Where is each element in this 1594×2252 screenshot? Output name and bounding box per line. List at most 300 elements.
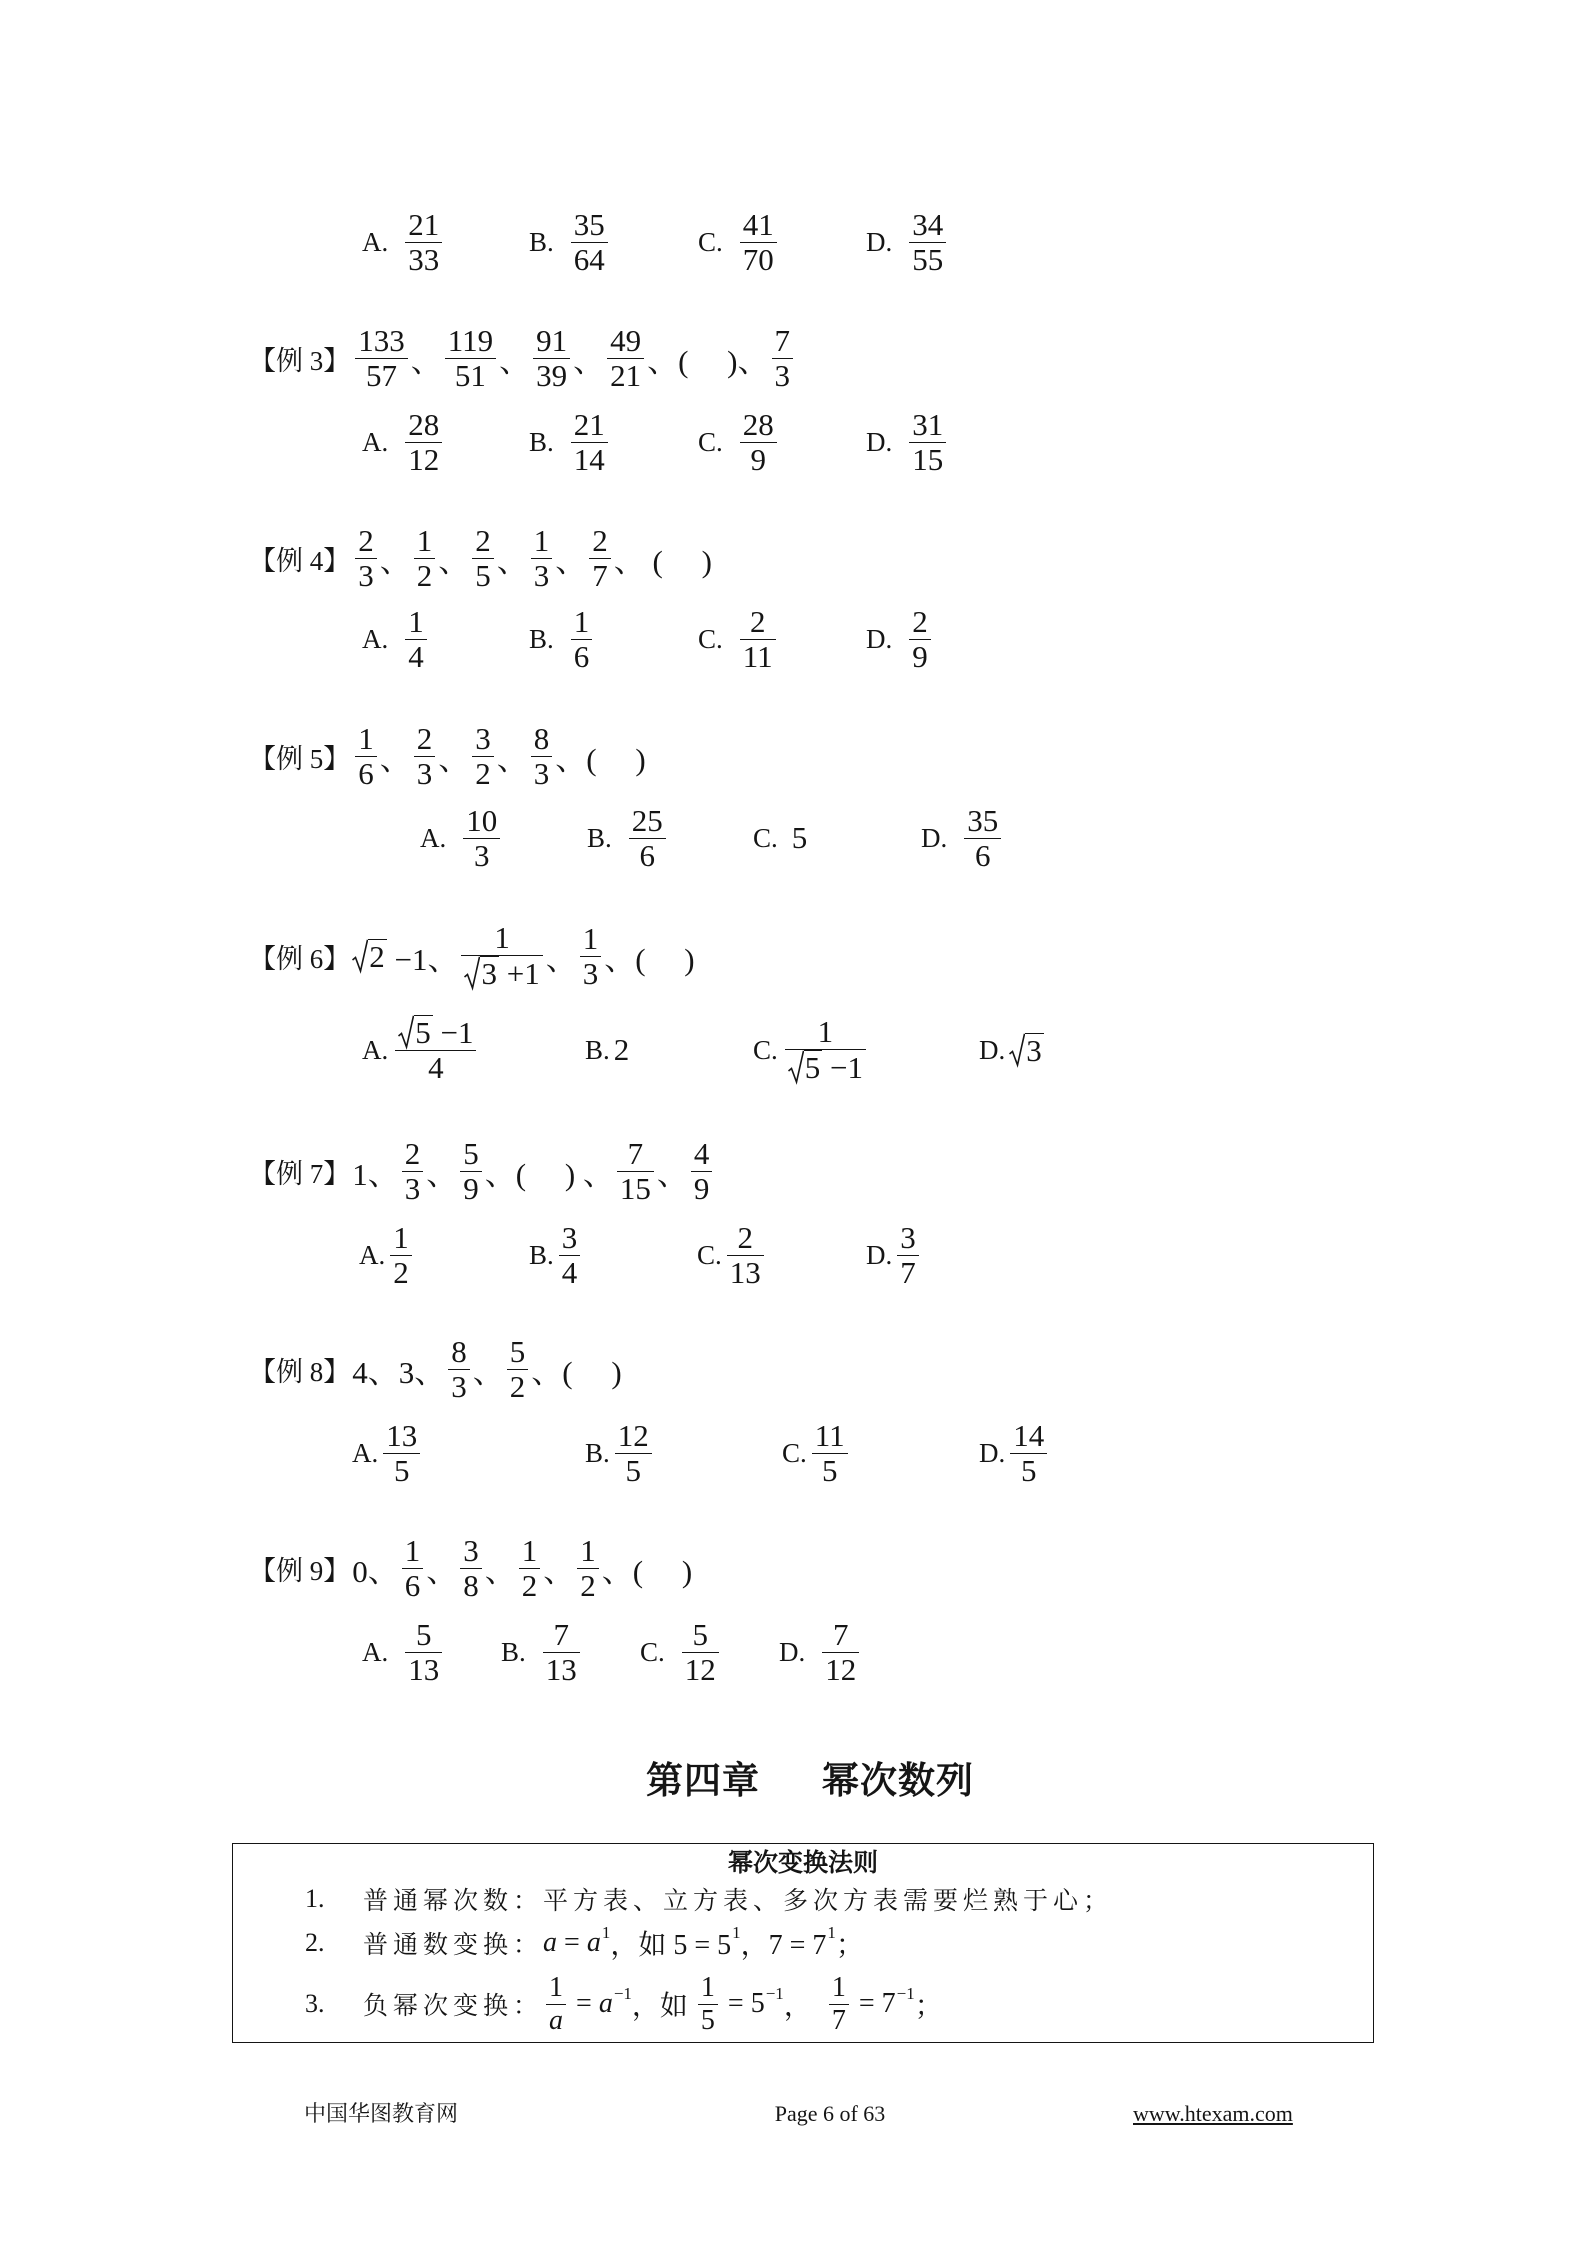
fraction [507, 1335, 529, 1404]
fraction [460, 1137, 482, 1206]
option-value [1009, 1033, 1044, 1068]
numerator: 7 [553, 1616, 570, 1652]
numerator: 2 [475, 522, 491, 558]
square-root [352, 939, 387, 974]
option-c [753, 1000, 869, 1100]
fraction [395, 1015, 476, 1085]
option-value [1007, 1419, 1050, 1488]
numerator: 1 [358, 720, 374, 756]
option-b [529, 1205, 583, 1305]
option-letter: D. [866, 426, 893, 457]
denominator: 12 [684, 1651, 716, 1687]
option-b [587, 788, 669, 888]
fraction [405, 1618, 442, 1687]
fraction [543, 1618, 580, 1687]
option-c [782, 1403, 851, 1503]
example-sequence [352, 1335, 621, 1404]
numerator: 1 [393, 1219, 409, 1255]
numerator: 35 [573, 206, 605, 242]
denominator: 3 [533, 557, 550, 593]
option-b [585, 1000, 629, 1100]
numerator: 7 [627, 1135, 644, 1171]
denominator: 5 [475, 557, 491, 593]
option-letter: A. [362, 426, 389, 457]
numerator: 2 [416, 720, 433, 756]
numerator: 4 [693, 1135, 710, 1171]
fraction [607, 324, 644, 393]
fraction [402, 1534, 424, 1603]
option-value [724, 1221, 767, 1290]
rule-label: 普通数变换： [363, 1932, 544, 1959]
option-value [961, 804, 1004, 873]
option-letter: D. [979, 1034, 1006, 1065]
option-value [906, 208, 949, 277]
fraction [615, 1419, 652, 1488]
denominator: 2 [416, 557, 433, 593]
chapter-heading [646, 1759, 974, 1805]
denominator: 13 [729, 1254, 761, 1290]
fraction [740, 605, 776, 674]
option-d [779, 1602, 862, 1702]
fraction [390, 1221, 412, 1290]
superscript: −1 [896, 1983, 915, 2003]
radical-stroke [465, 957, 480, 988]
math-text: 、 [410, 343, 442, 379]
fraction [405, 605, 427, 674]
example-5-options [0, 788, 1594, 888]
option-c [698, 392, 780, 492]
numerator: 1 [573, 603, 590, 639]
math-text: 、 [496, 543, 528, 579]
math-text: 、 [472, 1354, 504, 1390]
numerator: 2 [404, 1135, 421, 1171]
numerator: 2 [592, 522, 608, 558]
option-letter: B. [585, 1437, 610, 1468]
fraction [617, 1137, 654, 1206]
numerator: 31 [912, 406, 944, 442]
denominator: 2 [393, 1254, 409, 1290]
option-letter: C. [698, 226, 723, 257]
math-text: = 5 [720, 1988, 765, 2019]
denominator [546, 2005, 566, 2037]
math-text: ，如 5 = 5 [610, 1930, 732, 1961]
radical-stroke [353, 939, 368, 970]
example-3-options [0, 392, 1594, 492]
fraction [445, 324, 496, 393]
denominator [461, 956, 542, 991]
variable: a [598, 1988, 613, 2019]
option-value [906, 605, 934, 674]
math-text: 、 [496, 741, 528, 777]
numerator: 2 [358, 522, 374, 558]
denominator: 4 [428, 1050, 444, 1085]
variable: a [549, 2004, 564, 2036]
option-letter: B. [529, 226, 554, 257]
example-label: 【例 7】 [249, 1158, 351, 1189]
fraction [571, 408, 608, 477]
option-b [585, 1403, 655, 1503]
math-text: 、 ( ) [613, 543, 712, 579]
numerator: 3 [561, 1219, 578, 1255]
option-d [866, 392, 949, 492]
numerator: 13 [386, 1417, 418, 1453]
option-b [529, 589, 595, 689]
math-text: 、( ) [555, 741, 646, 777]
superscript: 1 [827, 1922, 836, 1942]
rule-content [543, 1972, 943, 2037]
option-letter: B. [587, 822, 612, 853]
denominator: 7 [831, 2004, 846, 2036]
denominator: 5 [700, 2004, 715, 2036]
option-value [614, 1032, 630, 1068]
numerator: 1 [582, 920, 599, 956]
denominator: 7 [900, 1254, 916, 1290]
option-letter: A. [362, 623, 389, 654]
numerator: 21 [408, 206, 440, 242]
math-text: +1 [498, 955, 540, 991]
denominator: 15 [912, 441, 944, 477]
denominator: 21 [610, 357, 642, 393]
denominator: 5 [1021, 1452, 1037, 1488]
denominator: 55 [912, 241, 944, 277]
superscript: −1 [765, 1983, 784, 2003]
fraction [546, 1972, 566, 2037]
denominator: 6 [639, 837, 656, 873]
option-letter: A. [362, 1636, 389, 1667]
numerator: 49 [610, 322, 642, 358]
numerator: 3 [463, 1532, 479, 1568]
radicand: 2 [369, 938, 385, 974]
fraction [463, 804, 500, 873]
denominator: 2 [475, 755, 491, 791]
option-letter: B. [529, 1239, 554, 1270]
rule-number: 2. [305, 1928, 325, 1957]
page-footer [0, 2099, 1594, 2129]
option-letter: B. [501, 1636, 526, 1667]
option-d [979, 1000, 1044, 1100]
denominator [785, 1050, 866, 1085]
numerator: 14 [1013, 1417, 1045, 1453]
option-c [698, 589, 779, 689]
fraction [519, 1534, 541, 1603]
option-a [420, 788, 503, 888]
fraction [785, 1015, 866, 1085]
denominator: 14 [573, 441, 605, 477]
option-letter: C. [698, 623, 723, 654]
example-4-options [0, 589, 1594, 689]
math-text: = 7 [851, 1988, 896, 2019]
fraction [964, 804, 1001, 873]
square-root [1009, 1033, 1044, 1068]
option-d [866, 1205, 922, 1305]
radical-sign-icon [1009, 1033, 1025, 1068]
example-label: 【例 5】 [249, 743, 351, 774]
denominator: 2 [580, 1567, 596, 1603]
superscript: −1 [613, 1983, 632, 2003]
numerator: 3 [900, 1219, 916, 1255]
option-letter: D. [866, 623, 893, 654]
option-letter: D. [979, 1437, 1006, 1468]
option-value [402, 605, 430, 674]
denominator: 13 [408, 1651, 440, 1687]
numerator: 7 [774, 322, 791, 358]
numerator: 1 [700, 1971, 715, 2003]
denominator: 9 [750, 441, 767, 477]
example-sequence [352, 722, 645, 791]
fraction [448, 1335, 470, 1404]
radicand: 3 [1026, 1032, 1042, 1068]
option-value [402, 208, 445, 277]
fraction [355, 524, 377, 593]
fraction [472, 722, 494, 791]
denominator: 9 [912, 638, 928, 674]
numerator: 34 [912, 206, 944, 242]
option-a [352, 1403, 423, 1503]
math-text: = [569, 1988, 599, 2019]
numerator: 28 [742, 406, 774, 442]
option-letter: C. [753, 1034, 778, 1065]
numerator: 5 [692, 1616, 709, 1652]
example-8-options [0, 1403, 1594, 1503]
math-text: 、 [484, 1553, 516, 1589]
fraction [682, 1618, 719, 1687]
rule-content [543, 1923, 864, 1963]
math-text: 、( ) [604, 941, 695, 977]
numerator: 5 [416, 1616, 432, 1652]
numerator: 119 [447, 322, 494, 358]
denominator: 9 [693, 1170, 710, 1206]
fraction [571, 208, 608, 277]
option-value [809, 1419, 851, 1488]
option-value [819, 1618, 862, 1687]
math-text: −1 [432, 1014, 474, 1050]
fraction [727, 1221, 764, 1290]
denominator: 11 [742, 638, 773, 674]
math-text: 、 [555, 543, 587, 579]
math-text: −1、 [386, 941, 459, 977]
option-a [362, 1000, 479, 1100]
fraction [559, 1221, 581, 1290]
option-c [698, 192, 780, 292]
option-a [362, 589, 430, 689]
denominator: 6 [573, 638, 590, 674]
option-b [529, 392, 611, 492]
continued-options-row [0, 192, 1594, 292]
radical-stroke [788, 1051, 803, 1082]
option-letter: D. [866, 1239, 893, 1270]
math-text: 、 [438, 543, 470, 579]
denominator: 8 [463, 1567, 479, 1603]
option-letter: C. [782, 1437, 807, 1468]
numerator: 3 [475, 720, 491, 756]
example-label: 【例 9】 [249, 1555, 351, 1586]
numerator: 41 [742, 206, 774, 242]
fraction [909, 605, 931, 674]
variable: a [543, 1927, 558, 1958]
option-value [737, 605, 779, 674]
option-c [697, 1205, 767, 1305]
rules-box-title: 幂次变换法则 [727, 1850, 878, 1877]
fraction [472, 524, 494, 593]
numerator: 5 [509, 1333, 526, 1369]
math-text: 、 [545, 941, 577, 977]
rule-2 [233, 1911, 1373, 1975]
option-letter: A. [420, 822, 447, 853]
superscript: 1 [732, 1922, 741, 1942]
numerator: 25 [631, 802, 663, 838]
option-letter: A. [352, 1437, 379, 1468]
math-text: 、( )、 [647, 343, 769, 379]
fraction [461, 921, 542, 991]
numerator: 7 [833, 1616, 849, 1652]
math-text: 、 [379, 741, 411, 777]
denominator: 6 [404, 1567, 421, 1603]
numerator: 1 [408, 603, 424, 639]
example-sequence [352, 524, 712, 593]
denominator: 64 [573, 241, 605, 277]
option-value [460, 804, 503, 873]
denominator: 3 [582, 955, 599, 991]
denominator: 3 [474, 837, 490, 873]
radicand: 5 [804, 1050, 821, 1085]
denominator: 3 [416, 755, 433, 791]
fraction [909, 208, 946, 277]
chapter-title: 幂次数列 [822, 1761, 974, 1802]
denominator: 3 [774, 357, 791, 393]
math-text: 、 [499, 343, 531, 379]
numerator: 1 [521, 1532, 538, 1568]
denominator: 3 [404, 1170, 421, 1206]
denominator: 3 [358, 557, 374, 593]
math-text: = [557, 1927, 587, 1958]
math-text: ； [914, 1991, 943, 2022]
numerator: 1 [416, 522, 433, 558]
fraction [829, 1972, 849, 2037]
example-sequence [352, 921, 694, 991]
option-a [362, 192, 445, 292]
radical-sign-icon [352, 939, 368, 974]
numerator: 11 [814, 1417, 845, 1453]
fraction [740, 408, 777, 477]
square-root [788, 1050, 823, 1085]
option-d [921, 788, 1004, 888]
option-value [568, 605, 596, 674]
denominator: 7 [592, 557, 608, 593]
math-text: 、 [543, 1553, 575, 1589]
math-text: −1 [822, 1049, 863, 1085]
fraction [355, 722, 377, 791]
option-value [387, 1221, 415, 1290]
fraction [414, 524, 436, 593]
fraction [531, 524, 553, 593]
website-link[interactable]: www.htexam.com [1133, 2101, 1293, 2126]
math-text: 、 [573, 343, 605, 379]
example-6-question [249, 906, 695, 1006]
rule-label: 普通幂次数： [363, 1888, 544, 1915]
option-value [782, 1015, 869, 1085]
fraction [580, 922, 602, 991]
option-value [568, 208, 611, 277]
denominator: 6 [975, 837, 991, 873]
denominator: 70 [742, 241, 774, 277]
rules-box [232, 1843, 1374, 2043]
numerator: 5 [463, 1135, 479, 1171]
numerator: 1 [494, 920, 510, 955]
option-value [568, 408, 611, 477]
example-label: 【例 8】 [249, 1356, 351, 1387]
denominator: 5 [821, 1452, 838, 1488]
radical-stroke [1010, 1033, 1025, 1064]
fraction [383, 1419, 420, 1488]
option-letter: C. [640, 1636, 665, 1667]
rule-body [363, 1911, 864, 1975]
math-text: ， [783, 1991, 826, 2022]
fraction [691, 1137, 713, 1206]
numerator: 2 [912, 603, 928, 639]
option-value [737, 208, 780, 277]
fraction [629, 804, 666, 873]
fraction [1010, 1419, 1047, 1488]
math-text: ，如 [631, 1991, 695, 2022]
option-letter: D. [866, 226, 893, 257]
math-text: 、 [656, 1156, 688, 1192]
square-root [398, 1015, 433, 1050]
numerator: 1 [533, 522, 550, 558]
math-text: 、 [426, 1553, 458, 1589]
denominator: 12 [408, 441, 440, 477]
example-sequence [352, 1534, 692, 1603]
math-text: 平方表、立方表、多次方表需要烂熟于心； [543, 1888, 1114, 1915]
option-d [866, 589, 934, 689]
rule-number: 1. [305, 1884, 325, 1913]
fraction [533, 324, 570, 393]
option-letter: B. [529, 426, 554, 457]
denominator: 33 [408, 241, 440, 277]
option-value [392, 1015, 479, 1085]
option-a [359, 1205, 415, 1305]
denominator: 4 [561, 1254, 578, 1290]
denominator: 15 [619, 1170, 651, 1206]
math-text: 、 [438, 741, 470, 777]
option-d [979, 1403, 1050, 1503]
denominator: 13 [545, 1651, 577, 1687]
example-sequence [352, 324, 796, 393]
denominator: 6 [358, 755, 374, 791]
example-7-options [0, 1205, 1594, 1305]
rule-number: 3. [305, 1989, 325, 2018]
math-text: 、 [426, 1156, 458, 1192]
denominator: 2 [509, 1368, 526, 1404]
denominator: 3 [451, 1368, 467, 1404]
denominator: 4 [408, 638, 424, 674]
numerator: 133 [358, 322, 405, 358]
numerator [395, 1015, 476, 1050]
fraction [355, 324, 408, 393]
radical-sign-icon [398, 1015, 414, 1050]
denominator: 39 [536, 357, 568, 393]
option-value [556, 1221, 584, 1290]
numerator: 35 [967, 802, 999, 838]
fraction [405, 408, 442, 477]
option-letter: B. [529, 623, 554, 654]
option-value [540, 1618, 583, 1687]
rule-3 [233, 1972, 1373, 2036]
option-letter: D. [779, 1636, 806, 1667]
fraction [460, 1534, 482, 1603]
fraction [909, 408, 946, 477]
superscript: 1 [601, 1922, 611, 1942]
option-letter: D. [921, 822, 948, 853]
